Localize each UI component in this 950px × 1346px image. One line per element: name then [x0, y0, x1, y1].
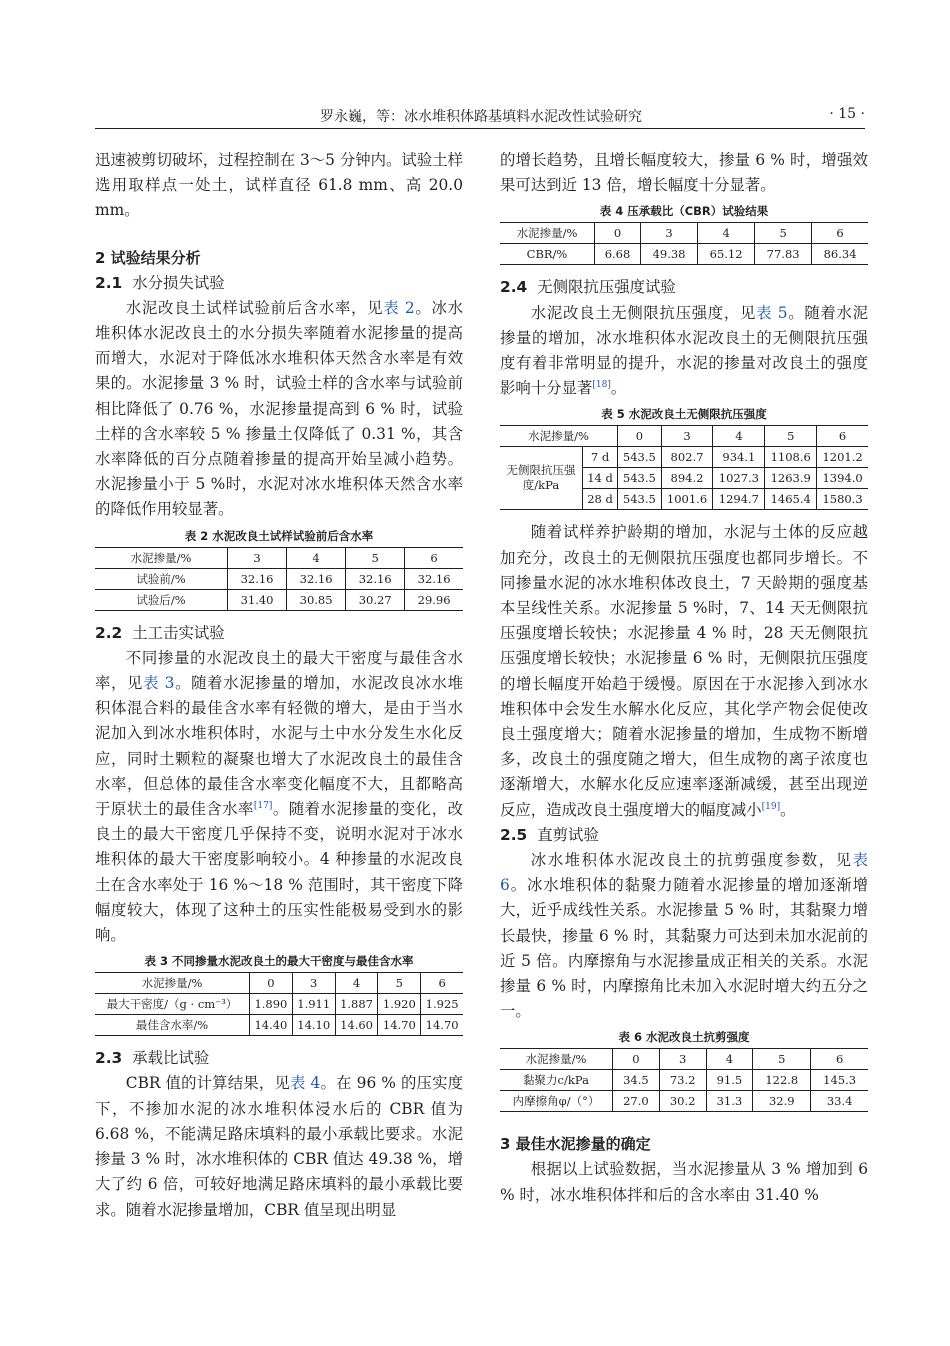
page-number: · 15 ·: [829, 106, 865, 122]
table-cell: 14.10: [292, 1015, 335, 1036]
table-3-caption: 表 3 不同掺量水泥改良土的最大干密度与最佳含水率: [144, 954, 414, 969]
table-cell: 3: [661, 426, 713, 447]
table-5: [500, 425, 868, 510]
table-5-link[interactable]: 表 5: [756, 303, 788, 322]
section-number: 2.1: [95, 273, 123, 292]
table-cell: 3: [659, 1049, 706, 1070]
table-cell: 3: [228, 547, 287, 568]
table-cell: 6: [812, 223, 868, 244]
text-run: CBR 值的计算结果，见: [125, 1074, 290, 1093]
table-cell: 最佳含水率/%: [95, 1015, 250, 1036]
table-5-caption: 表 5 水泥改良土无侧限抗压强度: [601, 407, 767, 422]
table-cell: 32.16: [405, 568, 463, 589]
table-cell: 4: [335, 973, 378, 994]
table-cell: 0: [595, 223, 641, 244]
citation-19[interactable]: [19]: [761, 801, 781, 812]
table-cell: 0: [613, 1049, 660, 1070]
section-title: 无侧限抗压强度试验: [537, 278, 676, 297]
table-cell: 802.7: [661, 447, 713, 468]
table-cell: 894.2: [661, 468, 713, 489]
section-title: 土工击实试验: [132, 623, 225, 642]
table-cell: 14.40: [250, 1015, 293, 1036]
table-cell: 5: [765, 426, 817, 447]
table-6: [500, 1048, 868, 1112]
table-cell: 1294.7: [713, 489, 765, 510]
table-cell: 1027.3: [713, 468, 765, 489]
table-cell: 543.5: [618, 468, 661, 489]
table-row: [95, 994, 463, 1015]
text-run: 水泥改良土试样试验前后含水率，见: [125, 298, 384, 317]
paragraph-2-1: [95, 296, 463, 523]
text-run: 。随着水泥掺量的增加，冰水堆积体水泥改良土的无侧限抗压强度有着非常明显的提升，水泥的掺量对改良土的强度影响十分显著: [500, 303, 868, 398]
section-number: 2.2: [95, 623, 123, 642]
table-cell: 1.925: [421, 994, 463, 1015]
table-cell: 4: [698, 223, 755, 244]
table-cell: 73.2: [659, 1070, 706, 1091]
text-run: 冰水堆积体水泥改良土的抗剪强度参数，见: [530, 851, 853, 870]
text-run: 。: [610, 379, 627, 398]
table-cell: 内摩擦角φ/（°）: [500, 1091, 613, 1112]
table-cell: 6: [811, 1049, 868, 1070]
table-4-caption: 表 4 压承载比（CBR）试验结果: [599, 204, 769, 219]
table-cell: 试验后/%: [95, 589, 228, 610]
paragraph-continued: 的增长趋势，且增长幅度较大，掺量 6 % 时，增强效果可达到近 13 倍，增长幅度十分显著。: [500, 151, 868, 195]
paragraph-2-4-discussion: [500, 520, 868, 822]
table-6-caption: 表 6 水泥改良土抗剪强度: [618, 1030, 750, 1045]
table-cell: 1263.9: [765, 468, 817, 489]
paragraph-intro: 迅速被剪切破坏，过程控制在 3～5 分钟内。试验土样选用取样点一处土，试样直径 61.8 mm、高 20.0 mm。: [95, 151, 463, 220]
table-cell: 1.920: [378, 994, 421, 1015]
text-run: 。随着水泥掺量的变化，改良土的最大干密度几乎保持不变，说明水泥对于冰水堆积体的最大干密度影响较小。4 种掺量的水泥改良土在含水率处于 16 %～18 % 范围时，其干密度下降幅度较大，体现了这种土的压实性能极易受到水的影响。: [95, 800, 463, 945]
section-2-4-heading: [500, 275, 868, 300]
table-cell: 29.96: [405, 589, 463, 610]
table-cell: 934.1: [713, 447, 765, 468]
section-2-2-heading: [95, 621, 463, 646]
table-cell: 6: [405, 547, 463, 568]
table-cell: 1108.6: [765, 447, 817, 468]
text-run: 。: [780, 800, 796, 819]
table-cell: 1394.0: [817, 468, 868, 489]
table-cell: 30.27: [346, 589, 405, 610]
citation-17[interactable]: [17]: [253, 800, 273, 811]
table-4: [500, 222, 868, 265]
table-cell: 3: [292, 973, 335, 994]
paragraph-2-5: [500, 848, 868, 1024]
table-cell: 91.5: [706, 1070, 753, 1091]
table-cell: 1465.4: [765, 489, 817, 510]
paragraph-3: 根据以上试验数据，当水泥掺量从 3 % 增加到 6 % 时，冰水堆积体拌和后的含水率由 31.40 %: [500, 1160, 868, 1204]
table-cell: 32.16: [346, 568, 405, 589]
table-row: [95, 547, 463, 568]
text-run: 不同掺量的水泥改良土的最大干密度与最佳含水率，见: [95, 648, 463, 693]
table-row: [500, 1070, 868, 1091]
right-column: [500, 148, 868, 1208]
text-run: 。在 96 % 的压实度下，不掺加水泥的冰水堆积体浸水后的 CBR 值为 6.68 %，不能满足路床填料的最小承载比要求。水泥掺量 3 % 时，冰水堆积体的 CBR 值达 49.38 %，增大了约 6 倍，可较好地满足路床填料的最小承载比要求。随着水泥掺量增加，CBR 值呈现出明显: [95, 1074, 464, 1219]
section-number: 2.5: [500, 825, 528, 844]
table-cell: 6.68: [595, 244, 641, 265]
table-2-link[interactable]: 表 2: [383, 298, 415, 317]
table-cell: 49.38: [641, 244, 698, 265]
text-run: 随着试样养护龄期的增加，水泥与土体的反应越加充分，改良土的无侧限抗压强度也都同步增长。不同掺量水泥的冰水堆积体改良土，7 天龄期的强度基本呈线性关系。水泥掺量 5 %时，7、14 天无侧限抗压强度增长较快；水泥掺量 4 % 时，28 天无侧限抗压强度增长较快；水泥掺量 6 % 时，无侧限抗压强度的增长幅度开始趋于缓慢。原因在于水泥掺入到冰水堆积体中会发生水解水化反应，其化学产物会促使改良土强度增大；随着水泥掺量的增加，生成物不断增多，改良土的强度随之增大，但生成物的离子浓度也逐渐增大，水解水化反应速率逐渐减缓，甚至出现逆反应，造成改良土强度增大的幅度减小: [500, 523, 868, 819]
table-row: [95, 568, 463, 589]
section-2-heading: 2 试验结果分析: [95, 248, 201, 267]
table-cell: 122.8: [753, 1070, 811, 1091]
table-cell: 1.887: [335, 994, 378, 1015]
table-cell: 543.5: [618, 447, 661, 468]
table-cell: 14 d: [583, 468, 618, 489]
table-cell: 水泥掺量/%: [95, 547, 228, 568]
section-2-1-heading: [95, 271, 463, 296]
table-cell: 1201.2: [817, 447, 868, 468]
table-cell: 31.3: [706, 1091, 753, 1112]
paragraph-2-2: [95, 646, 463, 948]
table-cell: 14.60: [335, 1015, 378, 1036]
text-run: 。冰水堆积体水泥改良土的水分损失率随着水泥掺量的提高而增大，水泥对于降低冰水堆积体天然含水率是有效果的。水泥掺量 3 % 时，试验土样的含水率与试验前相比降低了 0.76 %，水泥掺量提高到 6 % 时，试验土样的含水率较 5 % 掺量土仅降低了 0.31 %，其含水率降低的百分点随着掺量的提高开始呈减小趋势。水泥掺量小于 5 %时，水泥对冰水堆积体天然含水率的降低作用较显著。: [95, 298, 463, 519]
table-cell: 黏聚力c/kPa: [500, 1070, 613, 1091]
section-title: 直剪试验: [537, 825, 599, 844]
table-cell: 6: [817, 426, 868, 447]
running-title: 罗永巍，等：冰水堆积体路基填料水泥改性试验研究: [320, 109, 642, 125]
table-row: [95, 589, 463, 610]
table-cell: 5: [346, 547, 405, 568]
table-row: [500, 426, 868, 447]
table-cell: 1.890: [250, 994, 293, 1015]
text-run: 。冰水堆积体的黏聚力随着水泥掺量的增加逐渐增大，近乎成线性关系。水泥掺量 5 % 时，其黏聚力增长最快，掺量 6 % 时，其黏聚力可达到未加水泥前的近 5 倍。内摩擦角与水泥掺量成正相关的关系。水泥掺量 6 % 时，内摩擦角比未加入水泥时增大约五分之一。: [500, 876, 868, 1021]
paragraph-2-3: [95, 1071, 463, 1222]
section-title: 承载比试验: [132, 1049, 210, 1068]
table-cell: 4: [713, 426, 765, 447]
section-number: 2.3: [95, 1049, 123, 1068]
table-row: [95, 1015, 463, 1036]
table-cell: 86.34: [812, 244, 868, 265]
table-row-header: 无侧限抗压强度/kPa: [500, 447, 583, 510]
table-cell: 27.0: [613, 1091, 660, 1112]
paragraph-2-4: [500, 301, 868, 402]
table-cell: 5: [753, 1049, 811, 1070]
table-cell: 30.2: [659, 1091, 706, 1112]
table-cell: 5: [755, 223, 812, 244]
table-row: [500, 447, 868, 468]
section-2-3-heading: [95, 1046, 463, 1071]
section-number: 2.4: [500, 278, 528, 297]
table-cell: 14.70: [421, 1015, 463, 1036]
table-cell: 7 d: [583, 447, 618, 468]
text-run: 水泥改良土无侧限抗压强度，见: [530, 303, 757, 322]
table-cell: 14.70: [378, 1015, 421, 1036]
table-cell: 65.12: [698, 244, 755, 265]
table-cell: 145.3: [811, 1070, 868, 1091]
table-cell: 4: [287, 547, 346, 568]
table-cell: 543.5: [618, 489, 661, 510]
section-title: 水分损失试验: [132, 273, 225, 292]
table-cell: 0: [250, 973, 293, 994]
table-cell: 试验前/%: [95, 568, 228, 589]
table-2-caption: 表 2 水泥改良土试样试验前后含水率: [184, 528, 374, 543]
table-cell: 最大干密度/（g · cm⁻³）: [95, 994, 250, 1015]
table-2: [95, 547, 463, 611]
citation-18[interactable]: [18]: [592, 380, 611, 391]
table-row: [500, 1049, 868, 1070]
table-cell: 28 d: [583, 489, 618, 510]
table-cell: 3: [641, 223, 698, 244]
table-cell: 32.9: [753, 1091, 811, 1112]
table-cell: 32.16: [228, 568, 287, 589]
table-cell: 30.85: [287, 589, 346, 610]
table-cell: 32.16: [287, 568, 346, 589]
left-column: [95, 148, 463, 1223]
table-cell: 4: [706, 1049, 753, 1070]
table-cell: CBR/%: [500, 244, 595, 265]
running-header: [95, 106, 865, 129]
section-3-heading: 3 最佳水泥掺量的确定: [500, 1135, 651, 1154]
table-cell: 34.5: [613, 1070, 660, 1091]
table-3: [95, 972, 463, 1036]
table-row: [500, 1091, 868, 1112]
table-3-link[interactable]: 表 3: [143, 674, 175, 693]
table-6-link[interactable]: 表 6: [500, 851, 868, 895]
table-cell: 33.4: [811, 1091, 868, 1112]
table-cell: 1001.6: [661, 489, 713, 510]
table-row: [500, 244, 868, 265]
table-cell: 6: [421, 973, 463, 994]
table-cell: 77.83: [755, 244, 812, 265]
table-cell: 1580.3: [817, 489, 868, 510]
table-cell: 0: [618, 426, 661, 447]
table-row: [500, 223, 868, 244]
table-cell: 水泥掺量/%: [95, 973, 250, 994]
table-cell: 水泥掺量/%: [500, 1049, 613, 1070]
text-run: 。随着水泥掺量的增加，水泥改良冰水堆积体混合料的最佳含水率有轻微的增大，是由于当水泥加入到冰水堆积体时，水泥与土中水分发生水化反应，同时土颗粒的凝聚也增大了水泥改良土的最佳含水率，但总体的最佳含水率变化幅度不大，且都略高于原状土的最佳含水率: [95, 674, 463, 819]
table-cell: 1.911: [292, 994, 335, 1015]
table-4-link[interactable]: 表 4: [289, 1074, 321, 1093]
table-row: [95, 973, 463, 994]
table-cell: 5: [378, 973, 421, 994]
table-cell: 31.40: [228, 589, 287, 610]
section-2-5-heading: [500, 823, 868, 848]
table-cell: 水泥掺量/%: [500, 426, 618, 447]
table-cell: 水泥掺量/%: [500, 223, 595, 244]
